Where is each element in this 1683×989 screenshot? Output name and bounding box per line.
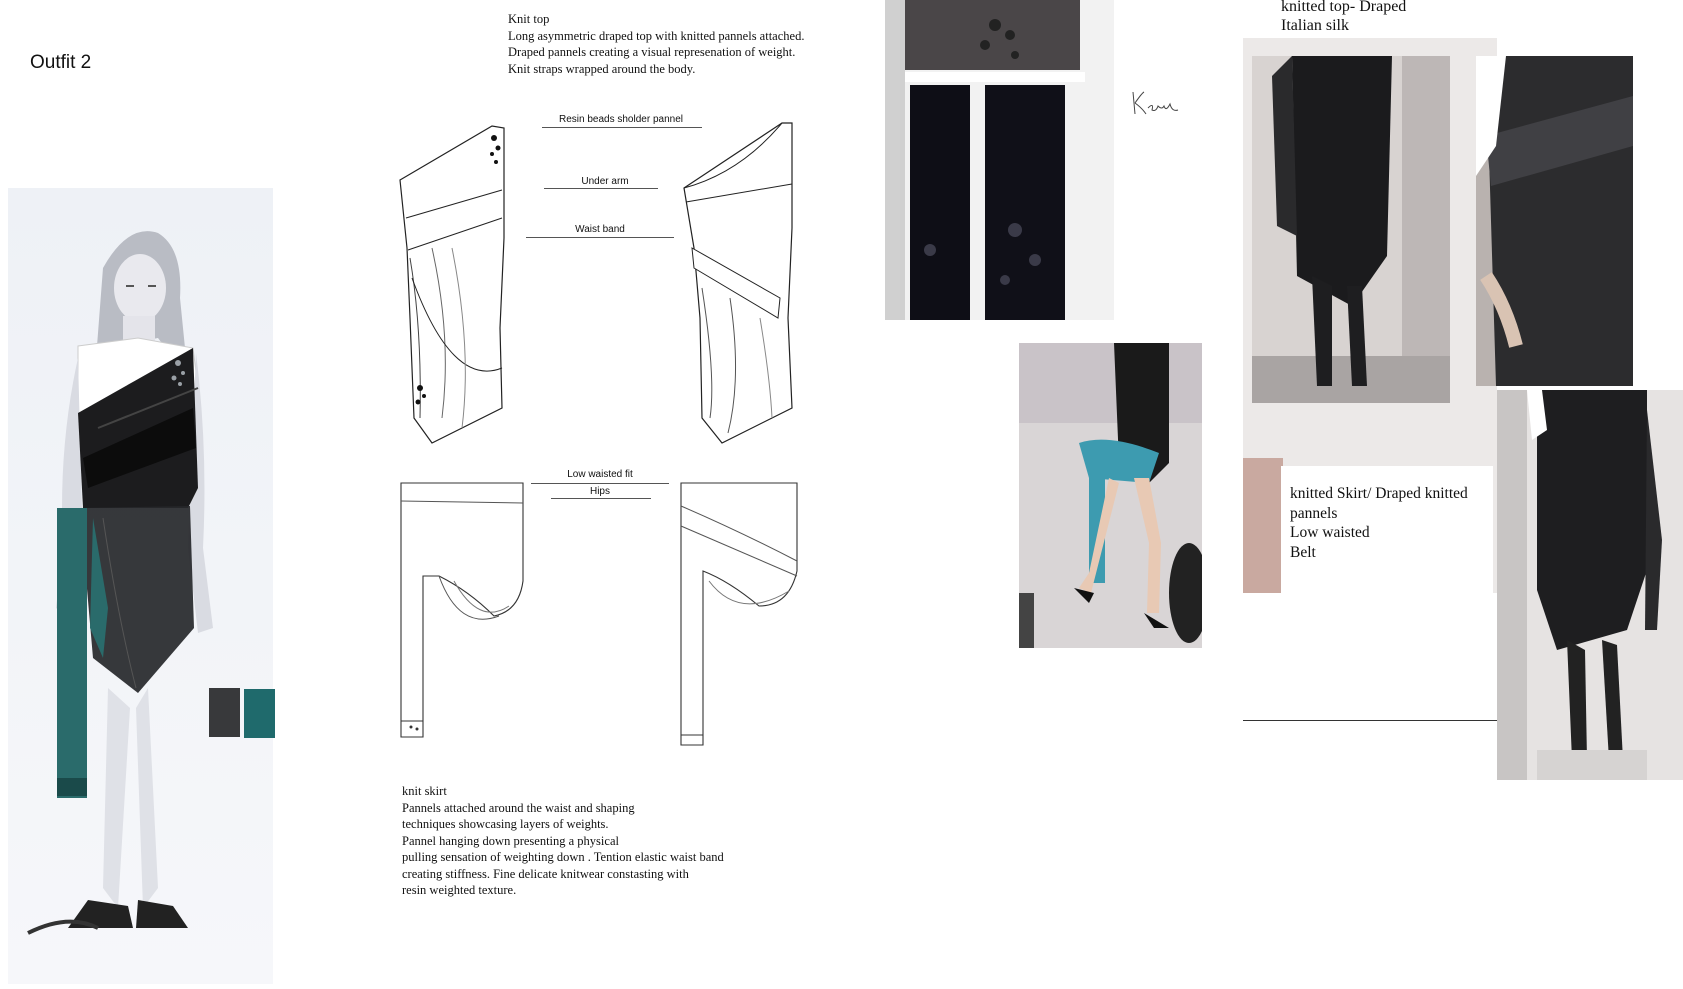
right-notes-line: Italian silk (1281, 17, 1349, 34)
annotation-line (544, 188, 658, 189)
annotation-line (551, 498, 651, 499)
right-notes-line: Belt (1290, 543, 1316, 561)
fitting-front-image (1252, 56, 1450, 403)
fitting-photo-detail (1476, 56, 1633, 386)
top-back-drawing (680, 118, 820, 448)
fitting-full-image (1497, 390, 1683, 780)
skirt-description-line: Pannel hanging down presenting a physical (402, 833, 619, 848)
skirt-back-drawing (679, 481, 807, 751)
right-notes-top (1281, 0, 1406, 35)
skirt-back-sketch (679, 481, 807, 751)
runway-photo (1019, 343, 1202, 648)
right-notes-bottom (1290, 484, 1468, 562)
swatch-charcoal (209, 688, 240, 737)
right-notes-line: Low waisted (1290, 524, 1370, 541)
skirt-description-line: Pannels attached around the waist and shaping (402, 800, 635, 815)
annotation-shoulder: Resin beads sholder pannel (559, 114, 683, 125)
right-notes-line: pannels (1290, 504, 1338, 522)
top-back-sketch (680, 118, 820, 448)
annotation-line (531, 483, 669, 484)
knit-sample-photo (885, 0, 1114, 320)
right-notes-line: knitted top- Draped (1281, 0, 1407, 15)
top-front-sketch (392, 118, 532, 448)
skirt-front-sketch (399, 481, 527, 741)
signature (1130, 88, 1180, 118)
skirt-front-drawing (399, 481, 527, 741)
skirt-description-line: pulling sensation of weighting down . Tention elastic waist band (402, 850, 724, 864)
top-description-line: Knit straps wrapped around the body. (508, 61, 696, 76)
page-title: Outfit 2 (30, 52, 92, 73)
model-figure-drawing (8, 188, 273, 984)
top-description-line: Draped pannels creating a visual represenation of weight. (508, 45, 796, 59)
knit-sample-image (885, 0, 1114, 320)
annotation-line (542, 127, 702, 128)
skirt-description-line: resin weighted texture. (402, 883, 517, 897)
annotation-line (526, 237, 674, 238)
swatch-teal (244, 689, 275, 738)
fitting-detail-image (1476, 56, 1633, 386)
top-description (508, 11, 804, 77)
skirt-description-heading: knit skirt (402, 784, 447, 798)
divider-line (1243, 720, 1497, 721)
top-front-drawing (392, 118, 532, 448)
runway-image (1019, 343, 1202, 648)
top-description-line: Long asymmetric draped top with knitted pannels attached. (508, 28, 805, 43)
annotation-under-arm: Under arm (581, 176, 629, 187)
signature-drawing (1130, 88, 1180, 118)
model-illustration (8, 188, 273, 984)
fitting-photo-full (1497, 390, 1683, 780)
top-description-heading: Knit top (508, 12, 550, 26)
skirt-description-line: techniques showcasing layers of weights. (402, 817, 609, 831)
annotation-waist-band: Waist band (575, 224, 625, 235)
fitting-photo-front (1252, 56, 1450, 403)
right-notes-line: knitted Skirt/ Draped knitted (1290, 485, 1468, 502)
skirt-description-line: creating stiffness. Fine delicate knitwear constasting with (402, 866, 689, 881)
skirt-description (402, 783, 724, 899)
annotation-low-waisted: Low waisted fit (567, 469, 633, 480)
annotation-hips: Hips (589, 486, 610, 497)
